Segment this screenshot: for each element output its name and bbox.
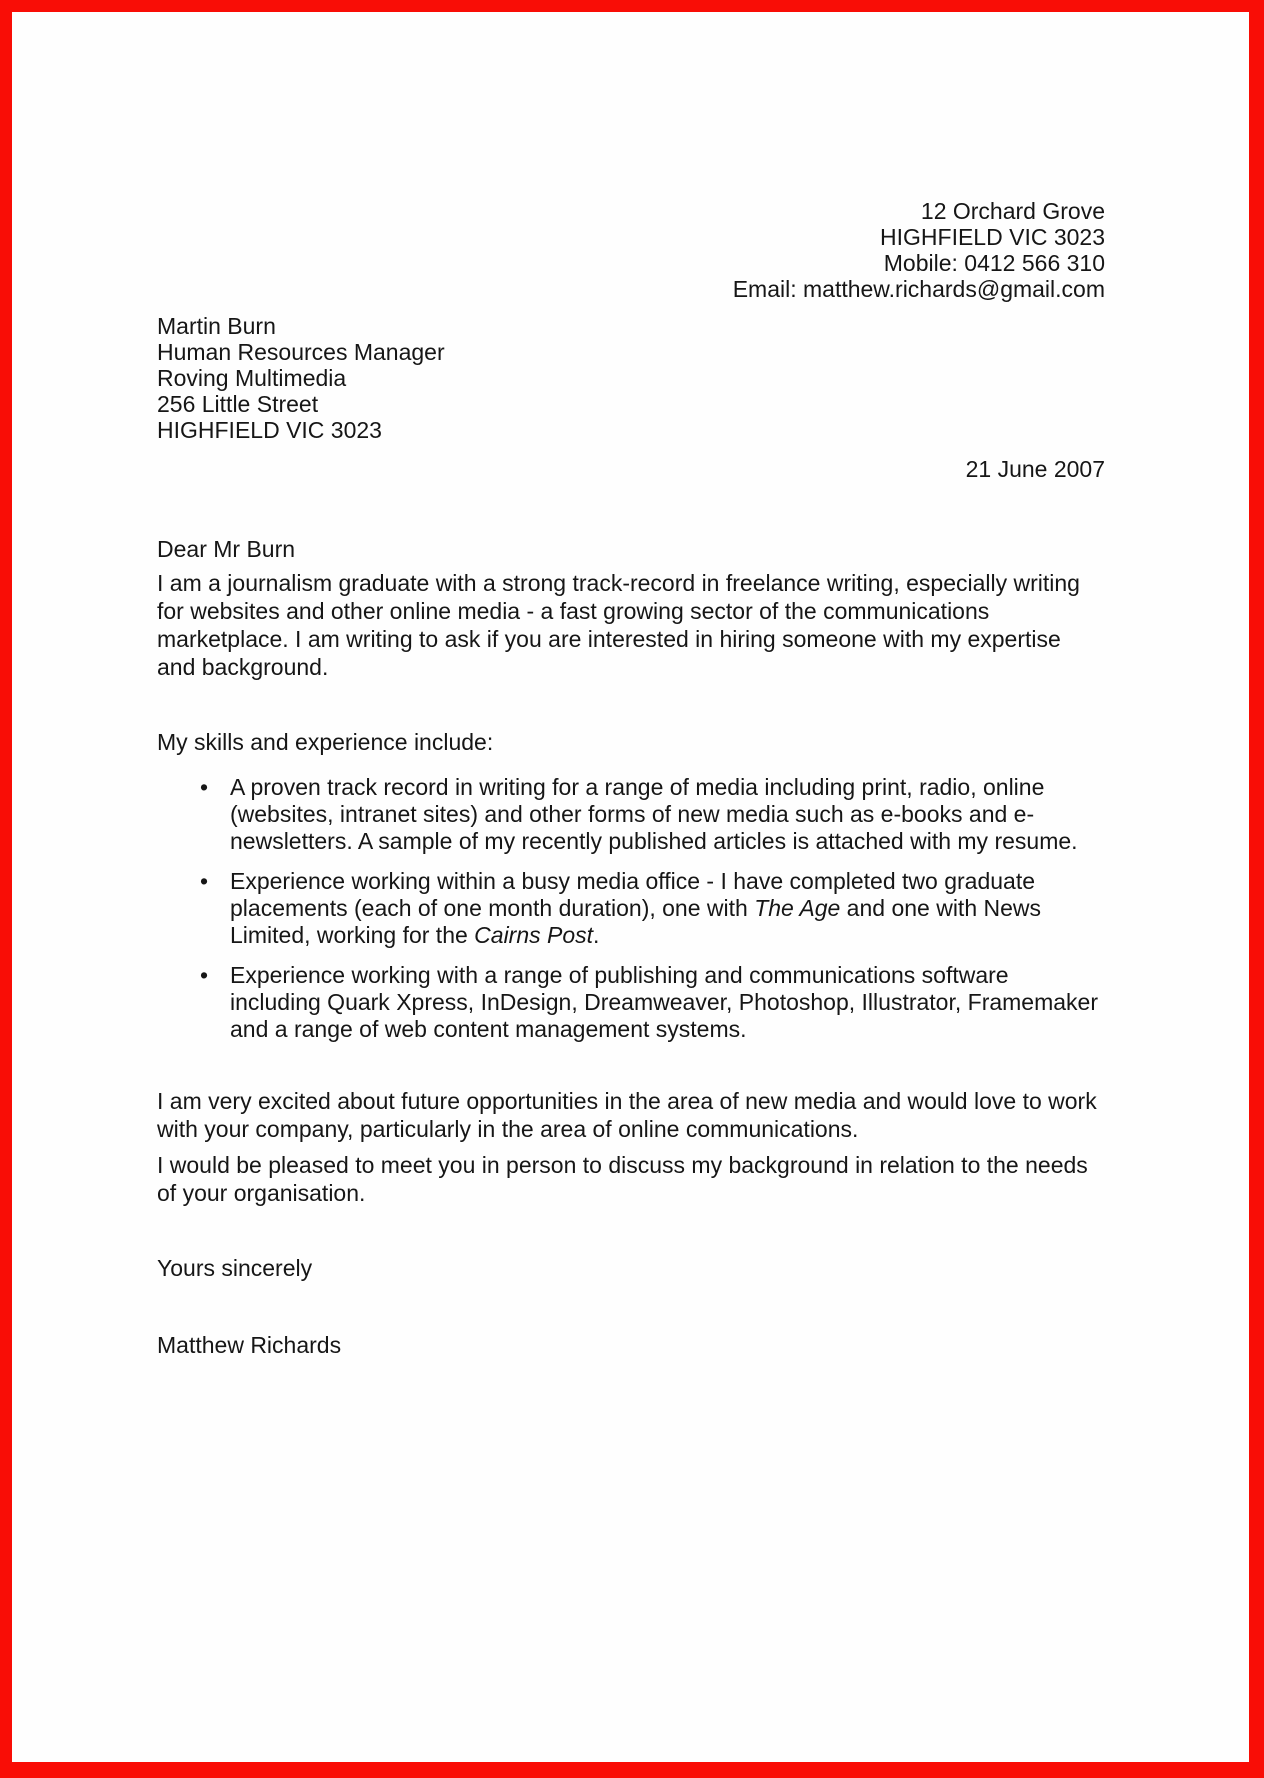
signature-name: Matthew Richards <box>157 1332 342 1358</box>
sender-address-block <box>157 198 1105 302</box>
skill-item-writing-text: A proven track record in writing for a range of media including print, radio, online (websites, intranet sites) and other forms of new media such as e-books and e-newsletters. A sample of my recently published articles is attached with my resume. <box>230 774 1078 854</box>
recipient-title: Human Resources Manager <box>157 339 445 365</box>
skills-list <box>157 774 1105 1043</box>
skill-item-software <box>157 962 1105 1043</box>
sender-mobile: Mobile: 0412 566 310 <box>883 250 1105 276</box>
intro-paragraph: I am a journalism graduate with a strong track-record in freelance writing, especially writing for websites and other online media - a fast growing sector of the communications marketplace. I am writing to ask if you are interested in hiring someone with my expertise and background. <box>157 570 1080 680</box>
italic-publication-name: The Age <box>754 895 841 921</box>
plain-text-segment: . <box>593 922 600 948</box>
sign-off: Yours sincerely <box>157 1255 313 1281</box>
letter-content <box>12 198 1249 1778</box>
recipient-name: Martin Burn <box>157 313 276 339</box>
bullet-icon: • <box>200 962 209 988</box>
plain-text-segment: Experience working within a busy media office - I have completed two graduate placements (each of one month duration), one with <box>230 868 1036 921</box>
skill-item-media-office <box>157 868 1105 949</box>
skill-item-media-office-text <box>230 868 1041 948</box>
sender-email: Email: matthew.richards@gmail.com <box>732 276 1105 302</box>
bullet-icon: • <box>200 774 209 800</box>
skill-item-software-text: Experience working with a range of publishing and communications software including Quark Xpress, InDesign, Dreamweaver, Photoshop, Illustrator, Framemaker and a range of web content management systems. <box>230 962 1098 1042</box>
letter-date: 21 June 2007 <box>965 456 1105 482</box>
skill-item-writing <box>157 774 1105 855</box>
salutation: Dear Mr Burn <box>157 536 296 562</box>
recipient-city: HIGHFIELD VIC 3023 <box>157 417 382 443</box>
bullet-icon: • <box>200 868 209 894</box>
recipient-company: Roving Multimedia <box>157 365 347 391</box>
closing-paragraph-enthusiasm: I am very excited about future opportunities in the area of new media and would love to work with your company, particularly in the area of online communications. <box>157 1088 1097 1142</box>
sender-street: 12 Orchard Grove <box>920 198 1105 224</box>
closing-paragraph-meeting: I would be pleased to meet you in person to discuss my background in relation to the needs of your organisation. <box>157 1152 1088 1206</box>
plain-text-segment: and one with News Limited, working for the <box>230 895 1042 948</box>
italic-publication-name: Cairns Post <box>474 922 594 948</box>
sender-city: HIGHFIELD VIC 3023 <box>880 224 1105 250</box>
skills-lead-in: My skills and experience include: <box>157 729 494 755</box>
recipient-address-block <box>157 313 1105 443</box>
recipient-street: 256 Little Street <box>157 391 319 417</box>
